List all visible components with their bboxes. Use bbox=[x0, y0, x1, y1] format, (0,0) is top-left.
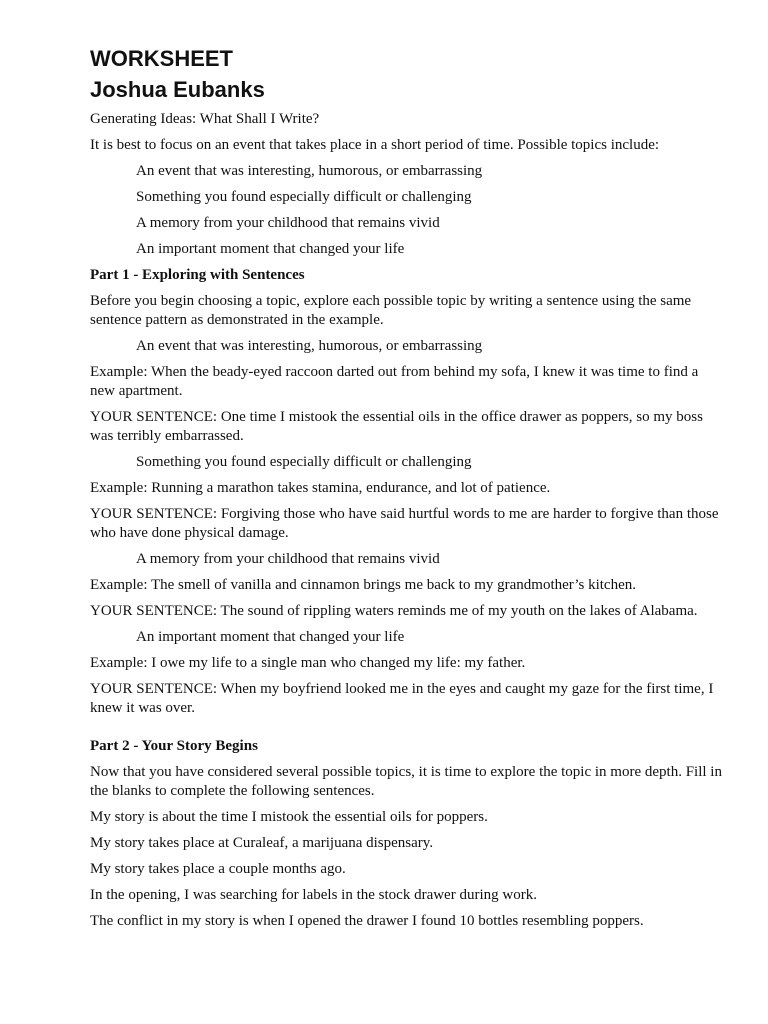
author-name: Joshua Eubanks bbox=[90, 77, 265, 102]
part2-line: In the opening, I was searching for labels in the stock drawer during work. bbox=[90, 887, 537, 903]
part1-example: Example: When the beady-eyed raccoon darted out from behind my sofa, I knew it was time to find a new apartment. bbox=[90, 364, 699, 399]
part2-line: My story is about the time I mistook the essential oils for poppers. bbox=[90, 809, 488, 825]
part1-topic: A memory from your childhood that remains vivid bbox=[136, 551, 440, 567]
part2-heading: Part 2 - Your Story Begins bbox=[90, 738, 258, 754]
part2-line: The conflict in my story is when I opened the drawer I found 10 bottles resembling poppers. bbox=[90, 913, 644, 929]
part1-topic: An event that was interesting, humorous, or embarrassing bbox=[136, 338, 483, 354]
part1-instructions: Before you begin choosing a topic, explore each possible topic by writing a sentence using the same sentence pattern as demonstrated in the example. bbox=[90, 293, 692, 328]
topic-item: Something you found especially difficult or challenging bbox=[136, 189, 472, 205]
part2-instructions: Now that you have considered several possible topics, it is time to explore the topic in more depth. Fill in the blanks to complete the following sentences. bbox=[90, 764, 722, 799]
part1-topic: An important moment that changed your life bbox=[136, 629, 405, 645]
document-title: WORKSHEET bbox=[90, 46, 233, 71]
part1-example: Example: The smell of vanilla and cinnamon brings me back to my grandmother’s kitchen. bbox=[90, 577, 636, 593]
intro-paragraph: It is best to focus on an event that takes place in a short period of time. Possible topics include: bbox=[90, 137, 660, 153]
part1-your-sentence: YOUR SENTENCE: One time I mistook the essential oils in the office drawer as poppers, so my boss was terribly embarrassed. bbox=[90, 409, 703, 444]
part1-your-sentence: YOUR SENTENCE: The sound of rippling waters reminds me of my youth on the lakes of Alabama. bbox=[90, 603, 698, 619]
topic-item: A memory from your childhood that remains vivid bbox=[136, 215, 440, 231]
part1-your-sentence: YOUR SENTENCE: When my boyfriend looked me in the eyes and caught my gaze for the first time, I knew it was over. bbox=[90, 681, 714, 716]
part1-example: Example: Running a marathon takes stamina, endurance, and lot of patience. bbox=[90, 480, 551, 496]
part2-line: My story takes place a couple months ago. bbox=[90, 861, 346, 877]
worksheet-page bbox=[90, 44, 726, 938]
part1-topic: Something you found especially difficult or challenging bbox=[136, 454, 472, 470]
part1-heading: Part 1 - Exploring with Sentences bbox=[90, 267, 305, 283]
part2-line: My story takes place at Curaleaf, a marijuana dispensary. bbox=[90, 835, 434, 851]
subtitle: Generating Ideas: What Shall I Write? bbox=[90, 111, 320, 127]
section-spacer bbox=[90, 725, 726, 737]
topic-item: An important moment that changed your life bbox=[136, 241, 405, 257]
topic-item: An event that was interesting, humorous, or embarrassing bbox=[136, 163, 483, 179]
part1-your-sentence: YOUR SENTENCE: Forgiving those who have said hurtful words to me are harder to forgive than those who have done physical damage. bbox=[90, 506, 719, 541]
part1-example: Example: I owe my life to a single man who changed my life: my father. bbox=[90, 655, 526, 671]
